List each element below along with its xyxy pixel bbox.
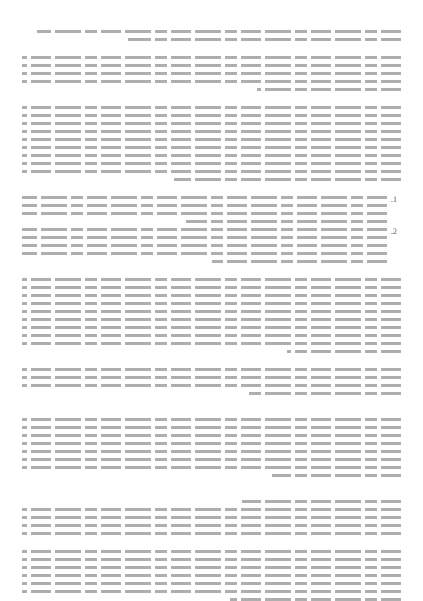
paragraph-4 (22, 278, 401, 353)
list-marker-2: 2. (391, 227, 397, 236)
paragraph-6 (22, 418, 401, 477)
paragraph-1 (22, 30, 401, 41)
paragraph-7 (22, 500, 401, 535)
paragraph-2 (22, 56, 401, 91)
list-item-2 (22, 228, 401, 268)
list-marker-1: 1. (391, 195, 397, 204)
paragraph-3 (22, 106, 401, 181)
paragraph-8 (22, 550, 401, 601)
list-item-1 (22, 196, 401, 228)
paragraph-5 (22, 368, 401, 395)
